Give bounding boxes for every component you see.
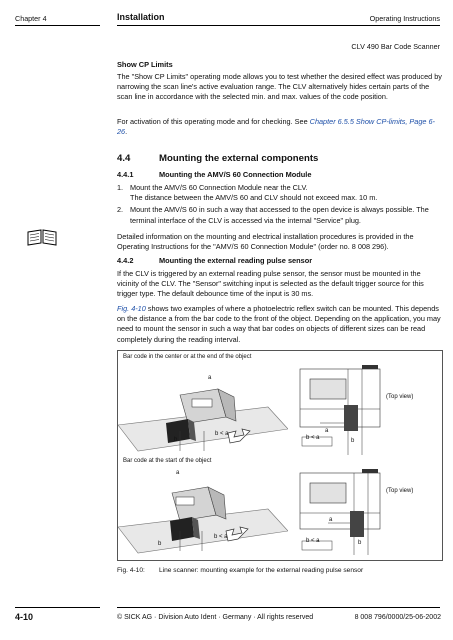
condition-1: b < a bbox=[215, 431, 229, 437]
chapter-label: Chapter 4 bbox=[15, 14, 47, 23]
header-rule-left bbox=[15, 25, 100, 26]
show-cp-paragraph: The "Show CP Limits" operating mode allows you to test whether the desired effect was produced by narrowing the scan line's active evaluation range. The CLV alternatively hides certain parts of the scan line in accordance with the selected min. and max. values of the code position. bbox=[117, 72, 442, 102]
condition-2: b < a bbox=[306, 435, 320, 441]
figure-caption: Line scanner: mounting example for the external reading pulse sensor bbox=[159, 567, 364, 574]
amv-note: Detailed information on the mounting and electrical installation procedures is provided in the Operating Instructions for the "AMV/S 60 Connection Module" (order no. 8 008 296). bbox=[117, 232, 414, 252]
section-4-4-1-number: 4.4.1 bbox=[117, 170, 134, 179]
doc-type: Operating Instructions bbox=[369, 14, 440, 23]
top-view-diagram-2 bbox=[288, 469, 388, 557]
show-cp-activation: For activation of this operating mode and for checking. See Chapter 6.5.5 Show CP-limits, Page 6-26. bbox=[117, 117, 435, 137]
copyright: © SICK AG · Division Auto Ident · Germany · All rights reserved bbox=[117, 614, 314, 621]
section-4-4-title: Mounting the external components bbox=[159, 153, 319, 164]
label-a-1: a bbox=[208, 375, 212, 381]
sensor-paragraph: If the CLV is triggered by an external reading pulse sensor, the sensor must be mounted in the vicinity of the CLV. The "Sensor" switching input is selected as the default trigger source for this trigger type. The default debounce time of the input is 30 ms. bbox=[117, 269, 424, 299]
label-b-3: b bbox=[158, 541, 162, 547]
book-icon bbox=[26, 228, 58, 251]
step-2: 2. Mount the AMV/S 60 in such a way that accessed to the open device is always possible. The terminal interface of the CLV is accessed via the internal "Service" plug. bbox=[117, 205, 429, 225]
figure-link[interactable]: Fig. 4-10 bbox=[117, 304, 146, 313]
label-b-1: b bbox=[174, 437, 178, 443]
label-a-2: a bbox=[325, 428, 329, 434]
section-4-4-1-title: Mounting the AMV/S 60 Connection Module bbox=[159, 170, 312, 179]
sensor-paragraph-2: Fig. 4-10 shows two examples of where a photoelectric reflex switch can be mounted. This depends on the distance a from the bar code to the front of the object. Depending on the application, you may need to mount the sensor in such a way that bar codes on objects of different sizes can be read completely during the reading interval. bbox=[117, 304, 441, 344]
mount-steps bbox=[117, 183, 442, 226]
label-b-2: b bbox=[351, 438, 355, 444]
top-view-diagram-1 bbox=[288, 365, 388, 457]
figure-caption-top: Bar code in the center or at the end of the object bbox=[123, 354, 252, 360]
doc-number: 8 008 796/0000/25-06-2002 bbox=[354, 614, 441, 621]
page-number: 4-10 bbox=[15, 612, 34, 622]
footer-rule-left bbox=[15, 607, 100, 608]
perspective-diagram-2 bbox=[118, 469, 288, 557]
show-cp-heading: Show CP Limits bbox=[117, 60, 173, 69]
label-a-3: a bbox=[176, 470, 180, 476]
label-a-4: a bbox=[329, 517, 333, 523]
product-name: CLV 490 Bar Code Scanner bbox=[351, 42, 440, 51]
condition-3: b < a bbox=[214, 534, 228, 540]
section-4-4-2-number: 4.4.2 bbox=[117, 256, 134, 265]
figure-caption-mid: Bar code at the start of the object bbox=[123, 458, 212, 464]
footer-rule-right bbox=[117, 607, 440, 608]
perspective-diagram-1 bbox=[118, 365, 288, 457]
section-4-4-number: 4.4 bbox=[117, 153, 131, 164]
figure-number: Fig. 4-10: bbox=[117, 567, 145, 574]
activation-text: For activation of this operating mode and for checking. See bbox=[117, 117, 310, 126]
top-view-label-1: (Top view) bbox=[386, 394, 414, 400]
condition-4: b < a bbox=[306, 538, 320, 544]
top-view-label-2: (Top view) bbox=[386, 488, 414, 494]
figure-box bbox=[117, 350, 443, 561]
label-b-4: b bbox=[358, 540, 362, 546]
section-title: Installation bbox=[117, 12, 165, 22]
section-4-4-2-title: Mounting the external reading pulse sensor bbox=[159, 256, 313, 265]
step-1: 1. Mount the AMV/S 60 Connection Module near the CLV. The distance between the AMV/S 60 and CLV should not exceed max. 10 m. bbox=[117, 183, 378, 203]
chapter-link[interactable]: Chapter 6.5.5 Show CP-limits, Page 6-26 bbox=[117, 117, 435, 137]
header-rule-right bbox=[117, 25, 440, 26]
